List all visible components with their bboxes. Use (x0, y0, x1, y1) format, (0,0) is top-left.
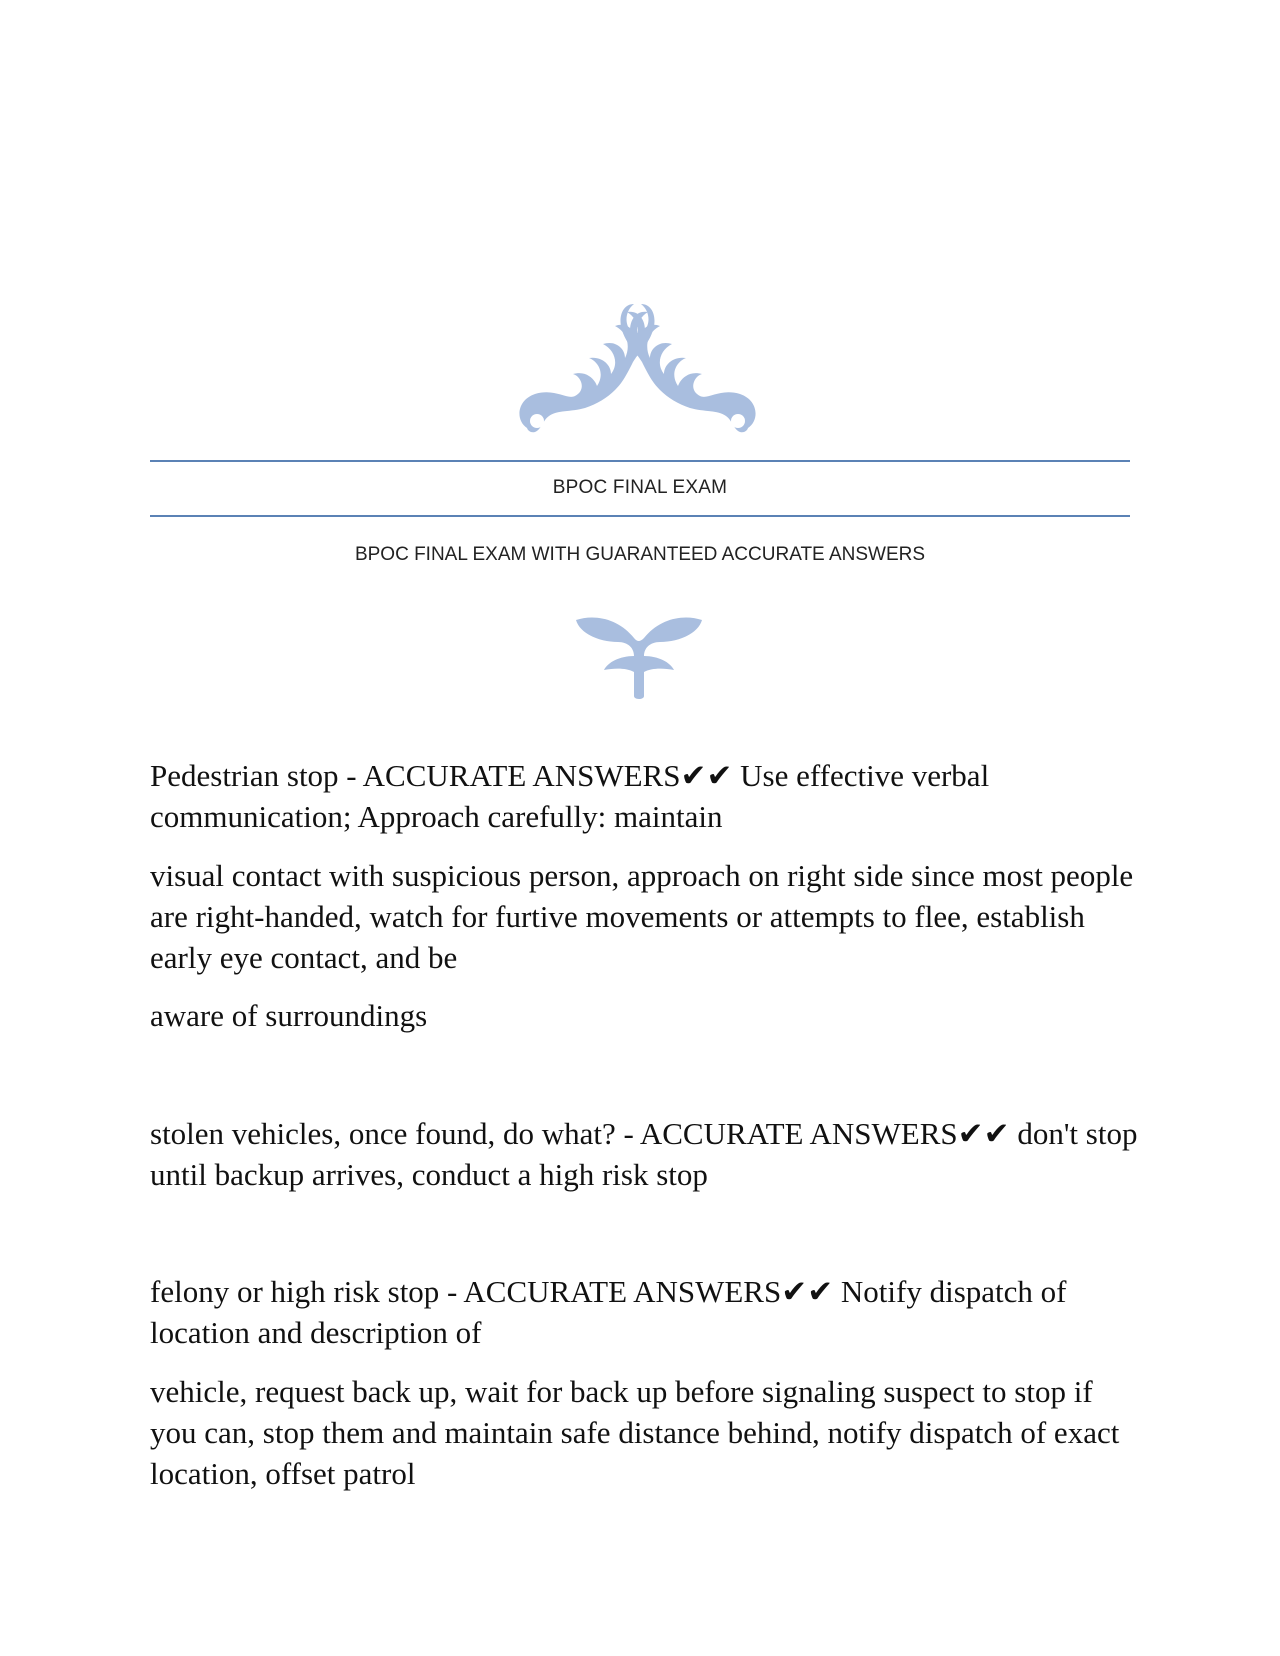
qa-block-continued (150, 995, 1140, 1036)
header-rule-bottom (150, 515, 1130, 517)
qa-paragraph: vehicle, request back up, wait for back up before signaling suspect to stop if you can, stop them and maintain safe distance behind, notify dispatch of exact location, offset patrol (150, 1374, 1120, 1491)
header-rule-top (150, 460, 1130, 462)
qa-block (150, 1271, 1140, 1353)
leaf-ornament-icon (574, 612, 704, 702)
qa-paragraph: aware of surroundings (150, 998, 428, 1033)
qa-block-continued (150, 1371, 1140, 1494)
flourish-ornament-icon (515, 300, 760, 440)
document-title: BPOC FINAL EXAM WITH GUARANTEED ACCURATE ANSWERS (354, 544, 926, 565)
qa-paragraph: felony or high risk stop - ACCURATE ANSWERS✔✔ Notify dispatch of location and description of (150, 1274, 1067, 1350)
qa-paragraph: stolen vehicles, once found, do what? - ACCURATE ANSWERS✔✔ don't stop until backup arrives, conduct a high risk stop (150, 1116, 1138, 1192)
qa-block (150, 1113, 1140, 1195)
qa-paragraph: Pedestrian stop - ACCURATE ANSWERS✔✔ Use effective verbal communication; Approach carefully: maintain (150, 758, 990, 834)
page-header-title: BPOC FINAL EXAM (552, 477, 728, 498)
qa-paragraph: visual contact with suspicious person, approach on right side since most people are right-handed, watch for furtive movements or attempts to flee, establish early eye contact, and be (150, 858, 1134, 975)
qa-block (150, 755, 1140, 837)
qa-block-continued (150, 855, 1140, 978)
